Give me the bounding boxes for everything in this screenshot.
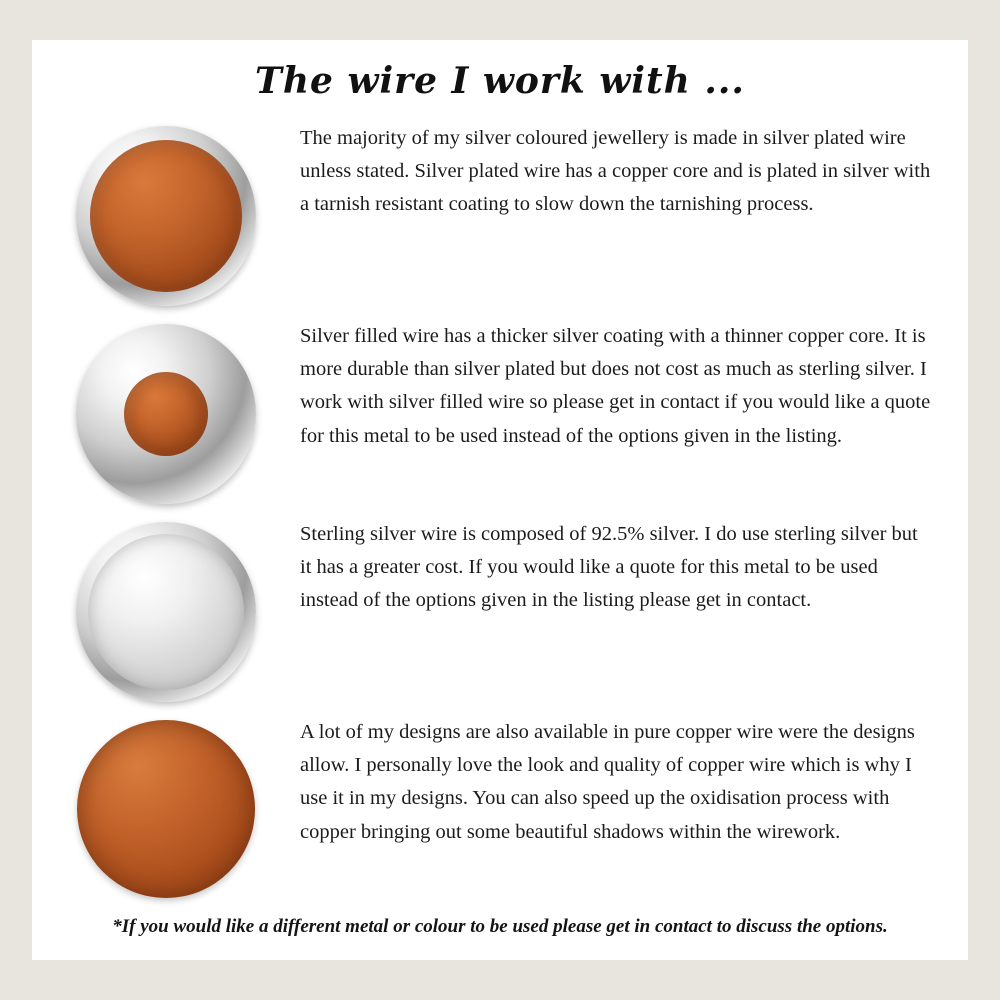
wire-description: The majority of my silver coloured jewellery is made in silver plated wire unless stated. Silver plated wire has a copper core and is plated in silver with a tarnish resistant coating to slow down the tarnishing process. (300, 127, 931, 216)
wire-description: Sterling silver wire is composed of 92.5% silver. I do use sterling silver but it has a greater cost. If you would like a quote for this metal to be used instead of the options given in the listing please get in contact. (300, 523, 918, 612)
swatch-pure-copper (32, 716, 300, 898)
pure-copper-wire-icon (77, 720, 255, 898)
silver-core-icon (88, 534, 244, 690)
silver-filled-wire-icon (76, 324, 256, 504)
wire-description: A lot of my designs are also available in pure copper wire were the designs allow. I personally love the look and quality of copper wire which is why I use it in my designs. You can also speed up the oxidisation process with copper bringing out some beautiful shadows within the wirework. (300, 721, 915, 843)
wire-type-list (32, 122, 968, 912)
swatch-silver-plated (32, 122, 300, 306)
swatch-sterling-silver (32, 518, 300, 702)
silver-plated-wire-icon (76, 126, 256, 306)
wire-description: Silver filled wire has a thicker silver coating with a thinner copper core. It is more durable than silver plated but does not cost as much as sterling silver. I work with silver filled wire so please get in contact if you would like a quote for this metal to be used instead of the options given in the listing. (300, 325, 931, 447)
list-item (32, 518, 968, 702)
list-item (32, 716, 968, 898)
info-card (32, 40, 968, 960)
page-title: The wire I work with ... (255, 60, 745, 102)
list-item (32, 122, 968, 306)
divider (62, 901, 938, 902)
copper-core-icon (124, 372, 208, 456)
list-item (32, 320, 968, 504)
sterling-silver-wire-icon (76, 522, 256, 702)
copper-core-icon (90, 140, 242, 292)
footnote: *If you would like a different metal or colour to be used please get in contact to discuss the options. (112, 916, 888, 937)
swatch-silver-filled (32, 320, 300, 504)
